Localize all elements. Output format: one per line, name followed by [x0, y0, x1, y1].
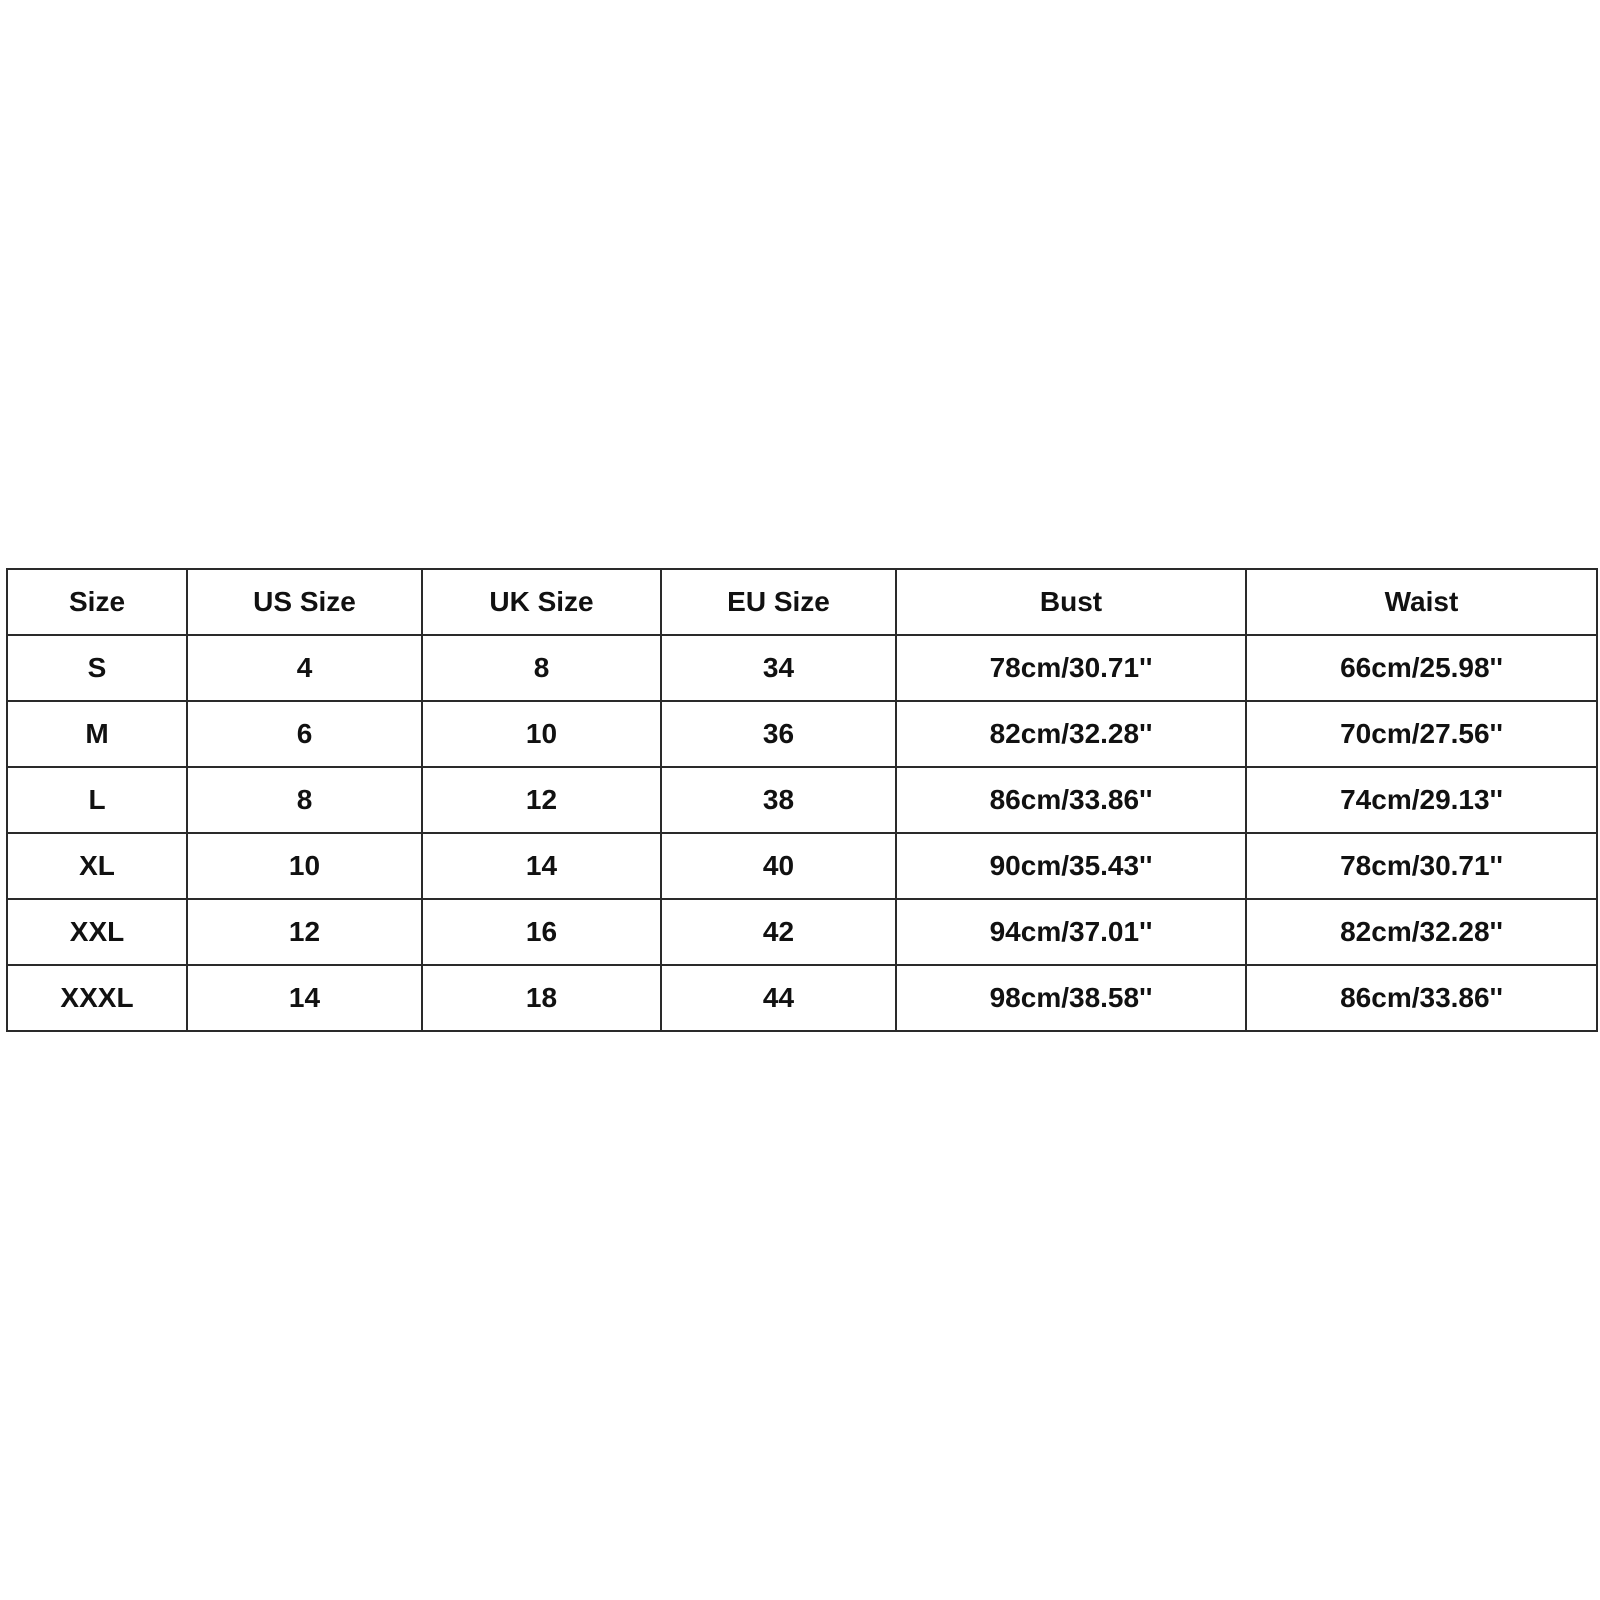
cell-waist: 74cm/29.13'' — [1246, 767, 1597, 833]
cell-eu-size: 34 — [661, 635, 896, 701]
table-row — [7, 635, 1597, 701]
cell-eu-size: 44 — [661, 965, 896, 1031]
cell-us-size: 8 — [187, 767, 422, 833]
table-row — [7, 767, 1597, 833]
cell-us-size: 12 — [187, 899, 422, 965]
cell-eu-size: 38 — [661, 767, 896, 833]
cell-uk-size: 16 — [422, 899, 661, 965]
table-row — [7, 833, 1597, 899]
header-us-size: US Size — [187, 569, 422, 635]
cell-size: S — [7, 635, 187, 701]
cell-us-size: 14 — [187, 965, 422, 1031]
cell-uk-size: 18 — [422, 965, 661, 1031]
cell-bust: 98cm/38.58'' — [896, 965, 1246, 1031]
header-bust: Bust — [896, 569, 1246, 635]
cell-waist: 82cm/32.28'' — [1246, 899, 1597, 965]
size-chart-table — [6, 568, 1598, 1032]
cell-uk-size: 14 — [422, 833, 661, 899]
cell-eu-size: 40 — [661, 833, 896, 899]
cell-us-size: 6 — [187, 701, 422, 767]
cell-waist: 66cm/25.98'' — [1246, 635, 1597, 701]
cell-size: XXL — [7, 899, 187, 965]
cell-size: L — [7, 767, 187, 833]
cell-size: M — [7, 701, 187, 767]
cell-size: XL — [7, 833, 187, 899]
cell-waist: 70cm/27.56'' — [1246, 701, 1597, 767]
cell-bust: 94cm/37.01'' — [896, 899, 1246, 965]
header-uk-size: UK Size — [422, 569, 661, 635]
table-row — [7, 701, 1597, 767]
cell-uk-size: 12 — [422, 767, 661, 833]
header-waist: Waist — [1246, 569, 1597, 635]
cell-bust: 78cm/30.71'' — [896, 635, 1246, 701]
cell-bust: 90cm/35.43'' — [896, 833, 1246, 899]
cell-waist: 86cm/33.86'' — [1246, 965, 1597, 1031]
header-size: Size — [7, 569, 187, 635]
cell-waist: 78cm/30.71'' — [1246, 833, 1597, 899]
cell-us-size: 4 — [187, 635, 422, 701]
cell-uk-size: 10 — [422, 701, 661, 767]
table-row — [7, 965, 1597, 1031]
cell-bust: 82cm/32.28'' — [896, 701, 1246, 767]
cell-eu-size: 42 — [661, 899, 896, 965]
table-row — [7, 899, 1597, 965]
header-eu-size: EU Size — [661, 569, 896, 635]
cell-uk-size: 8 — [422, 635, 661, 701]
cell-bust: 86cm/33.86'' — [896, 767, 1246, 833]
cell-eu-size: 36 — [661, 701, 896, 767]
cell-us-size: 10 — [187, 833, 422, 899]
cell-size: XXXL — [7, 965, 187, 1031]
table-header-row — [7, 569, 1597, 635]
